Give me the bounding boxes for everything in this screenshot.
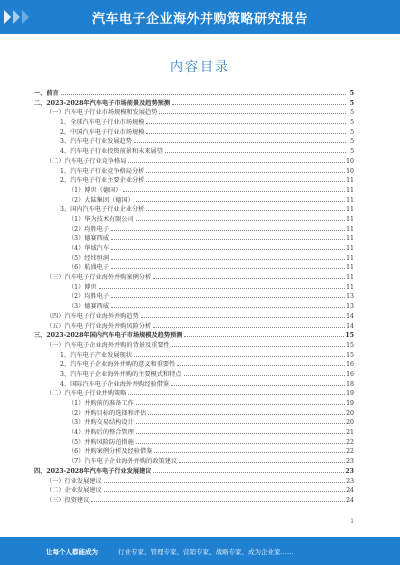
toc-entry[interactable]	[34, 225, 354, 235]
toc-entry-text: （1）华为技术有限公司	[68, 215, 134, 223]
toc-entry[interactable]	[34, 137, 354, 147]
toc-leader-dots	[153, 327, 345, 328]
toc-entry-page: 15	[346, 351, 354, 359]
footer-banner	[0, 537, 400, 565]
table-of-contents	[34, 89, 354, 506]
toc-entry-text: （2）大陆集团（德国）	[68, 196, 134, 204]
footer-tagline: 行业专家、管理专家、营销专家、战略专家、成为企业家……	[118, 547, 294, 556]
toc-leader-dots	[179, 462, 345, 463]
toc-entry[interactable]	[34, 302, 354, 312]
toc-entry-text: （1）博世	[68, 283, 97, 291]
toc-entry-page: 11	[346, 264, 354, 272]
toc-leader-dots	[111, 239, 345, 240]
toc-entry[interactable]	[34, 341, 354, 351]
toc-entry-text: 3、国内汽车电子行业企业分析	[60, 206, 145, 214]
toc-entry-page: 19	[346, 390, 354, 398]
toc-entry[interactable]	[34, 496, 354, 506]
toc-entry-page: 23	[346, 458, 354, 466]
toc-leader-dots	[111, 268, 345, 269]
toc-entry-page: 5	[350, 138, 354, 146]
toc-entry[interactable]	[34, 118, 354, 128]
toc-entry[interactable]	[34, 244, 354, 254]
toc-entry-page: 11	[346, 235, 354, 243]
toc-entry[interactable]	[34, 370, 354, 380]
toc-entry-page: 20	[346, 409, 354, 417]
toc-leader-dots	[172, 104, 346, 105]
toc-entry-text: （一）行业发展建议	[46, 477, 102, 485]
toc-entry-page: 22	[346, 438, 354, 446]
toc-entry-page: 5	[350, 109, 354, 117]
toc-leader-dots	[123, 191, 345, 192]
toc-entry-text: （二）企业发展建议	[46, 487, 102, 495]
toc-entry-text: 三、2023-2028年国内汽车电子市场规模及趋势预测	[34, 332, 183, 340]
toc-leader-dots	[91, 501, 345, 502]
toc-entry-page: 18	[346, 380, 354, 388]
toc-leader-dots	[146, 133, 346, 134]
toc-entry-page: 11	[346, 283, 354, 291]
toc-entry-page: 11	[346, 254, 354, 262]
toc-entry-page: 5	[350, 128, 354, 136]
toc-entry[interactable]	[34, 273, 354, 283]
toc-entry[interactable]	[34, 467, 354, 477]
toc-entry[interactable]	[34, 428, 354, 438]
toc-leader-dots	[177, 365, 345, 366]
toc-leader-dots	[146, 172, 345, 173]
toc-leader-dots	[136, 404, 345, 405]
toc-leader-dots	[172, 346, 345, 347]
toc-entry-text: 一、前言	[34, 90, 59, 97]
toc-entry-text: （一）汽车电子企业海外并购的背景及重要性	[46, 341, 170, 349]
toc-entry-text: （6）航盛电子	[68, 264, 110, 272]
toc-leader-dots	[136, 423, 345, 424]
toc-entry-text: （四）汽车电子行业海外并购趋势	[46, 312, 139, 320]
toc-entry[interactable]	[34, 312, 354, 322]
toc-entry-text: （3）德赛西威	[68, 235, 110, 243]
toc-entry-page: 16	[346, 370, 354, 378]
toc-entry-text: 2、汽车电子行业主要企业分析	[60, 177, 145, 185]
toc-entry-page: 19	[346, 400, 354, 407]
toc-entry-text: 1、全球汽车电子行业市场规模	[60, 119, 145, 127]
toc-entry[interactable]	[34, 108, 354, 118]
report-header	[0, 0, 400, 34]
toc-leader-dots	[104, 491, 345, 492]
toc-entry-text: （3）德赛西威	[68, 303, 110, 311]
toc-entry-page: 5	[349, 99, 354, 107]
toc-entry-text: （4）华域汽车	[68, 245, 110, 252]
toc-leader-dots	[184, 336, 344, 337]
toc-entry-page: 11	[346, 225, 354, 233]
toc-leader-dots	[111, 307, 345, 308]
toc-entry[interactable]	[34, 457, 354, 467]
toc-leader-dots	[136, 201, 345, 202]
toc-entry-text: （五）汽车电子行业海外并购风险分析	[46, 322, 152, 330]
toc-leader-dots	[128, 162, 345, 163]
toc-entry-text: （2）均胜电子	[68, 225, 110, 233]
toc-entry-text: （1）博世（德国）	[68, 186, 122, 194]
toc-entry-text: 3、汽车电子行业发展趋势	[60, 138, 132, 146]
toc-entry-text: （一）汽车电子行业市场规模和发展趋势	[46, 109, 158, 117]
toc-entry[interactable]	[34, 128, 354, 138]
chevron-right-icon	[4, 0, 31, 34]
toc-entry-text: （4）并购后的整合管理	[68, 429, 134, 437]
page-number: 1	[350, 518, 354, 525]
toc-entry-text: 1、汽车电子产业发展现状	[60, 351, 132, 359]
toc-entry-text: 1、汽车电子行业竞争格局分析	[60, 167, 145, 175]
toc-entry-page: 14	[346, 312, 354, 320]
toc-entry-text: （1）并购前的准备工作	[68, 400, 134, 407]
toc-entry-text: 4、国际汽车电子企业海外并购经验借鉴	[60, 380, 170, 388]
toc-entry[interactable]	[34, 283, 354, 293]
toc-entry[interactable]	[34, 292, 354, 302]
toc-leader-dots	[141, 317, 345, 318]
toc-entry[interactable]	[34, 360, 354, 370]
toc-entry-page: 11	[346, 245, 354, 252]
toc-entry-page: 11	[346, 215, 354, 223]
toc-entry-text: （7）汽车电子企业海外并购的政策建议	[68, 458, 178, 466]
toc-entry-page: 21	[346, 429, 354, 437]
toc-entry[interactable]	[34, 167, 354, 177]
toc-entry[interactable]	[34, 186, 354, 196]
toc-entry[interactable]	[34, 438, 354, 448]
toc-entry-page: 10	[346, 167, 354, 175]
toc-entry[interactable]	[34, 147, 354, 157]
toc-entry-page: 20	[346, 419, 354, 427]
toc-entry[interactable]	[34, 351, 354, 361]
toc-entry[interactable]	[34, 254, 354, 264]
toc-entry[interactable]	[34, 399, 354, 409]
toc-leader-dots	[136, 443, 345, 444]
toc-entry-text: 3、汽车电子企业海外并购的主要模式和特点	[60, 370, 182, 378]
toc-leader-dots	[171, 385, 345, 386]
toc-entry[interactable]	[34, 263, 354, 273]
toc-leader-dots	[146, 210, 345, 211]
toc-entry-text: （二）汽车电子行业并购策略	[46, 390, 127, 398]
toc-entry-text: （2）并购目标的选择和评估	[68, 409, 147, 417]
toc-leader-dots	[61, 94, 346, 95]
toc-leader-dots	[165, 152, 346, 153]
toc-entry[interactable]	[34, 486, 354, 496]
toc-entry[interactable]	[34, 205, 354, 215]
toc-entry-page: 5	[349, 90, 354, 97]
toc-leader-dots	[184, 375, 346, 376]
toc-entry-text: 4、汽车电子行业投资前景和未来展望	[60, 148, 163, 156]
toc-leader-dots	[153, 278, 345, 279]
toc-entry[interactable]	[34, 380, 354, 390]
toc-entry-page: 11	[346, 186, 354, 194]
toc-entry-page: 11	[346, 196, 354, 204]
toc-entry[interactable]	[34, 196, 354, 206]
toc-entry-page: 15	[345, 332, 354, 340]
toc-heading: 内容目录	[169, 60, 230, 75]
toc-entry[interactable]	[34, 447, 354, 457]
toc-leader-dots	[146, 181, 345, 182]
toc-entry[interactable]	[34, 418, 354, 428]
toc-entry[interactable]	[34, 322, 354, 332]
report-title: 汽车电子企业海外并购策略研究报告	[91, 11, 308, 27]
toc-leader-dots	[154, 452, 345, 453]
toc-entry-page: 5	[350, 148, 354, 156]
toc-entry-text: （5）并购风险防范措施	[68, 438, 134, 446]
toc-entry-text: （三）投资建议	[46, 496, 90, 504]
toc-entry-text: （2）均胜电子	[68, 293, 110, 301]
toc-entry[interactable]	[34, 389, 354, 399]
toc-entry-text: 2、汽车电子企业海外并购的意义和重要性	[60, 361, 176, 369]
toc-entry-page: 15	[346, 341, 354, 349]
toc-entry-page: 10	[346, 157, 354, 165]
toc-leader-dots	[134, 356, 345, 357]
toc-entry-text: 2、中国汽车电子行业市场规模	[60, 128, 145, 136]
toc-leader-dots	[111, 230, 345, 231]
toc-entry-page: 5	[350, 119, 354, 127]
toc-leader-dots	[99, 288, 345, 289]
toc-entry-page: 22	[346, 448, 354, 456]
toc-leader-dots	[136, 433, 345, 434]
toc-entry-page: 23	[345, 467, 354, 475]
toc-entry[interactable]	[34, 157, 354, 167]
toc-entry[interactable]	[34, 99, 354, 109]
toc-leader-dots	[104, 482, 345, 483]
footer-slogan: 让每个人都能成为	[46, 547, 98, 556]
toc-entry-page: 11	[346, 177, 354, 185]
toc-entry-text: （三）汽车电子行业海外并购案例分析	[46, 274, 152, 282]
toc-entry[interactable]	[34, 477, 354, 487]
toc-leader-dots	[111, 297, 345, 298]
toc-entry-page: 13	[346, 303, 354, 311]
toc-leader-dots	[136, 220, 345, 221]
toc-entry-page: 16	[346, 361, 354, 369]
toc-leader-dots	[148, 414, 345, 415]
toc-leader-dots	[111, 259, 345, 260]
toc-entry-text: （二）汽车电子行业竞争格局	[46, 157, 127, 165]
toc-entry[interactable]	[34, 176, 354, 186]
toc-entry[interactable]	[34, 234, 354, 244]
toc-entry[interactable]	[34, 215, 354, 225]
toc-leader-dots	[111, 249, 345, 250]
toc-entry-text: （5）经纬恒润	[68, 254, 110, 262]
toc-entry-page: 14	[346, 322, 354, 330]
toc-entry-page: 24	[346, 496, 354, 504]
toc-entry-text: （3）并购交易结构设计	[68, 419, 134, 427]
toc-leader-dots	[159, 113, 346, 114]
toc-entry-page: 11	[346, 206, 354, 214]
toc-entry-page: 24	[346, 487, 354, 495]
toc-entry-page: 13	[346, 293, 354, 301]
toc-entry[interactable]	[34, 89, 354, 99]
toc-entry[interactable]	[34, 409, 354, 419]
toc-entry-text: （6）并购案例分析及经验借鉴	[68, 448, 153, 456]
toc-entry-text: 四、2023-2028年汽车电子行业发展建议	[34, 467, 152, 475]
toc-leader-dots	[153, 472, 344, 473]
toc-entry-page: 23	[346, 477, 354, 485]
toc-leader-dots	[146, 123, 346, 124]
toc-entry[interactable]	[34, 331, 354, 341]
toc-leader-dots	[134, 142, 346, 143]
toc-leader-dots	[128, 394, 345, 395]
toc-entry-text: 二、2023-2028年汽车电子市场前景及趋势预测	[34, 99, 171, 107]
toc-entry-page: 11	[346, 274, 354, 282]
